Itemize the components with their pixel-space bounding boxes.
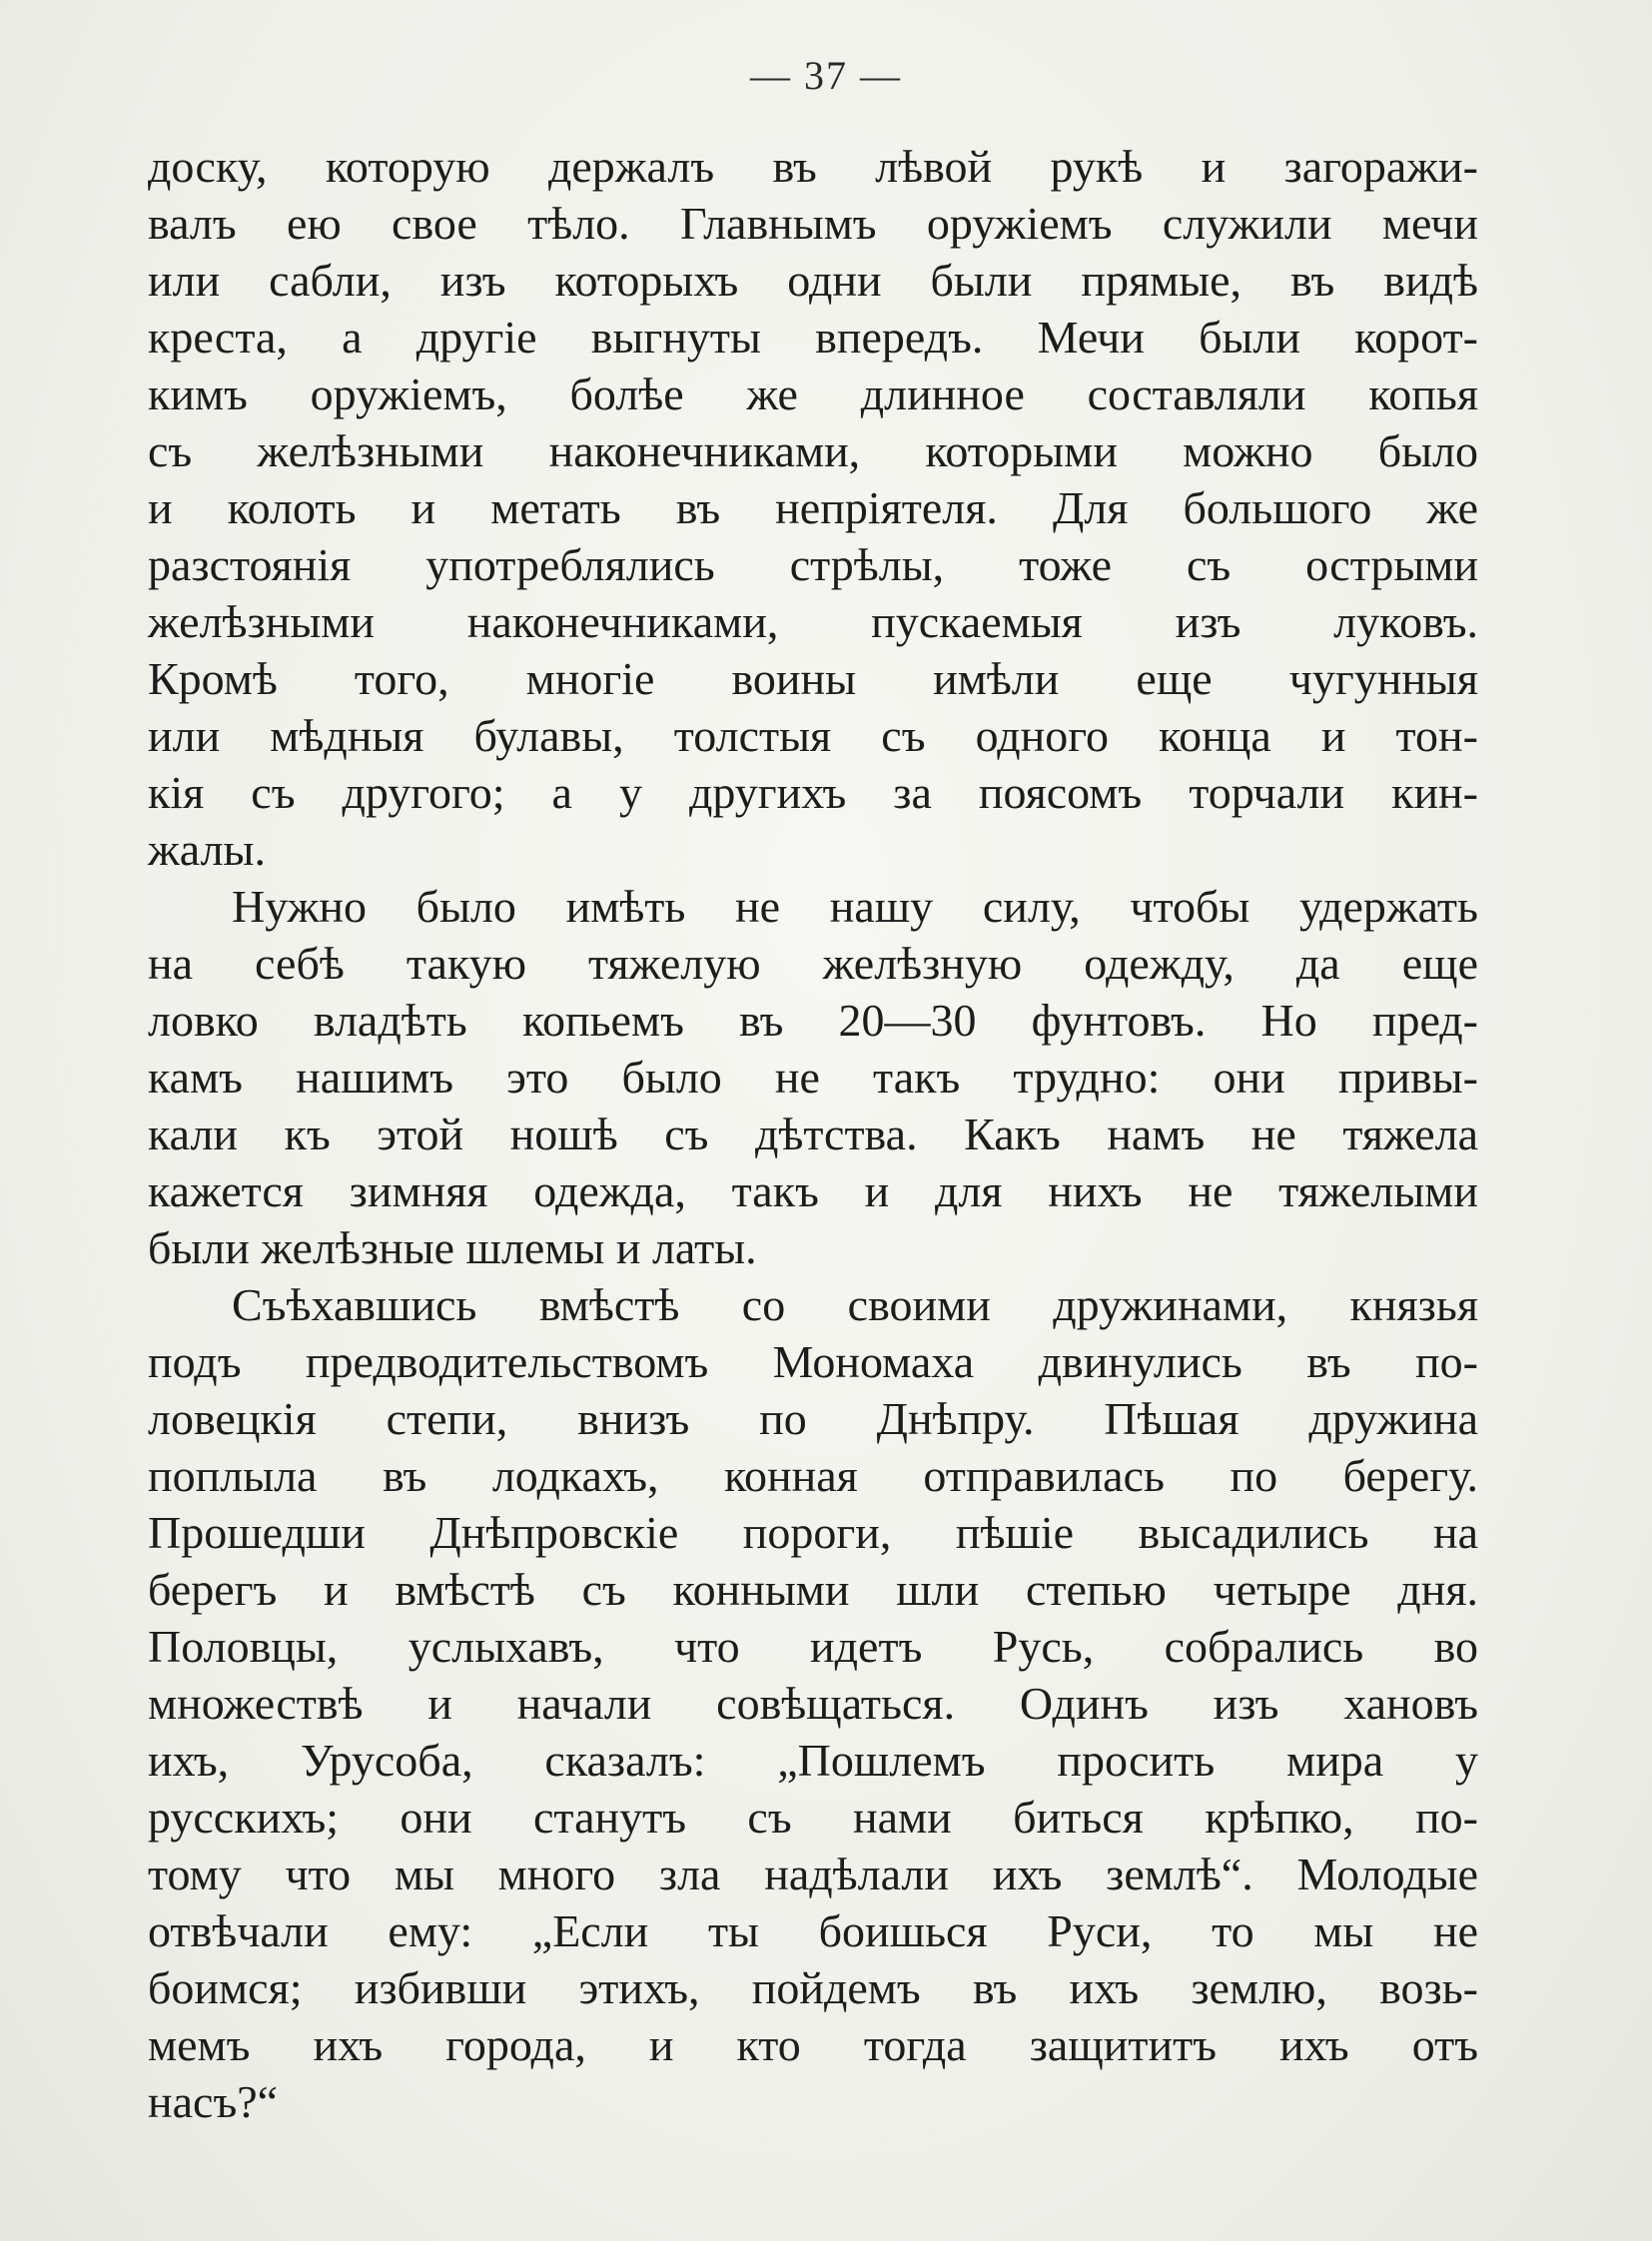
paragraph-1 bbox=[148, 138, 1478, 878]
text-line: валъ ею свое тѣло. Главнымъ оружіемъ служили мечи bbox=[148, 198, 1478, 249]
text-line: множествѣ и начали совѣщаться. Одинъ изъ хановъ bbox=[148, 1678, 1478, 1729]
text-line: берегъ и вмѣстѣ съ конными шли степью четыре дня. bbox=[148, 1564, 1478, 1615]
text-line: подъ предводительствомъ Мономаха двинулись въ по- bbox=[148, 1336, 1478, 1387]
text-line: креста, а другіе выгнуты впередъ. Мечи были корот- bbox=[148, 312, 1478, 363]
text-line: или сабли, изъ которыхъ одни были прямые, въ видѣ bbox=[148, 255, 1478, 306]
text-line: Нужно было имѣть не нашу силу, чтобы удержать bbox=[232, 881, 1478, 932]
text-line: Прошедши Днѣпровскіе пороги, пѣшіе высадились на bbox=[148, 1507, 1478, 1558]
text-line: доску, которую держалъ въ лѣвой рукѣ и загоражи- bbox=[148, 141, 1478, 192]
text-line: кія съ другого; а у другихъ за поясомъ торчали кин- bbox=[148, 767, 1478, 818]
paragraph-3 bbox=[148, 1276, 1478, 2130]
text-line: насъ?“ bbox=[148, 2076, 279, 2127]
text-line: ловко владѣть копьемъ въ 20—30 фунтовъ. Но пред- bbox=[148, 995, 1478, 1046]
text-line: Съѣхавшись вмѣстѣ со своими дружинами, князья bbox=[232, 1279, 1478, 1330]
text-line: поплыла въ лодкахъ, конная отправилась по берегу. bbox=[148, 1450, 1478, 1501]
text-line: съ желѣзными наконечниками, которыми можно было bbox=[148, 425, 1478, 476]
text-line: и колоть и метать въ непріятеля. Для большого же bbox=[148, 482, 1478, 533]
text-line: ловецкія степи, внизъ по Днѣпру. Пѣшая дружина bbox=[148, 1393, 1478, 1444]
text-line: отвѣчали ему: „Если ты боишься Руси, то мы не bbox=[148, 1905, 1478, 1956]
text-line: кали къ этой ношѣ съ дѣтства. Какъ намъ не тяжела bbox=[148, 1109, 1478, 1159]
text-line: русскихъ; они станутъ съ нами биться крѣпко, по- bbox=[148, 1792, 1478, 1843]
page-number: — 37 — bbox=[750, 53, 902, 98]
paragraph-2 bbox=[148, 878, 1478, 1276]
text-line: желѣзными наконечниками, пускаемыя изъ луковъ. bbox=[148, 596, 1478, 647]
text-line: тому что мы много зла надѣлали ихъ землѣ“. Молодые bbox=[148, 1849, 1478, 1899]
body-text bbox=[148, 138, 1478, 2130]
text-line: кажется зимняя одежда, такъ и для нихъ не тяжелыми bbox=[148, 1165, 1478, 1216]
text-line: мемъ ихъ города, и кто тогда защититъ ихъ отъ bbox=[148, 2019, 1478, 2070]
text-line: боимся; избивши этихъ, пойдемъ въ ихъ землю, возь- bbox=[148, 1962, 1478, 2013]
text-line: разстоянія употреблялись стрѣлы, тоже съ острыми bbox=[148, 539, 1478, 590]
text-line: были желѣзные шлемы и латы. bbox=[148, 1222, 757, 1273]
text-line: кимъ оружіемъ, болѣе же длинное составляли копья bbox=[148, 369, 1478, 419]
text-line: или мѣдныя булавы, толстыя съ одного конца и тон- bbox=[148, 710, 1478, 761]
text-line: на себѣ такую тяжелую желѣзную одежду, да еще bbox=[148, 938, 1478, 989]
text-line: камъ нашимъ это было не такъ трудно: они привы- bbox=[148, 1052, 1478, 1103]
text-line: Половцы, услыхавъ, что идетъ Русь, собрались во bbox=[148, 1621, 1478, 1672]
text-line: Кромѣ того, многіе воины имѣли еще чугунныя bbox=[148, 653, 1478, 704]
text-line: ихъ, Урусоба, сказалъ: „Пошлемъ просить мира у bbox=[148, 1735, 1478, 1786]
text-line: жалы. bbox=[148, 824, 266, 875]
